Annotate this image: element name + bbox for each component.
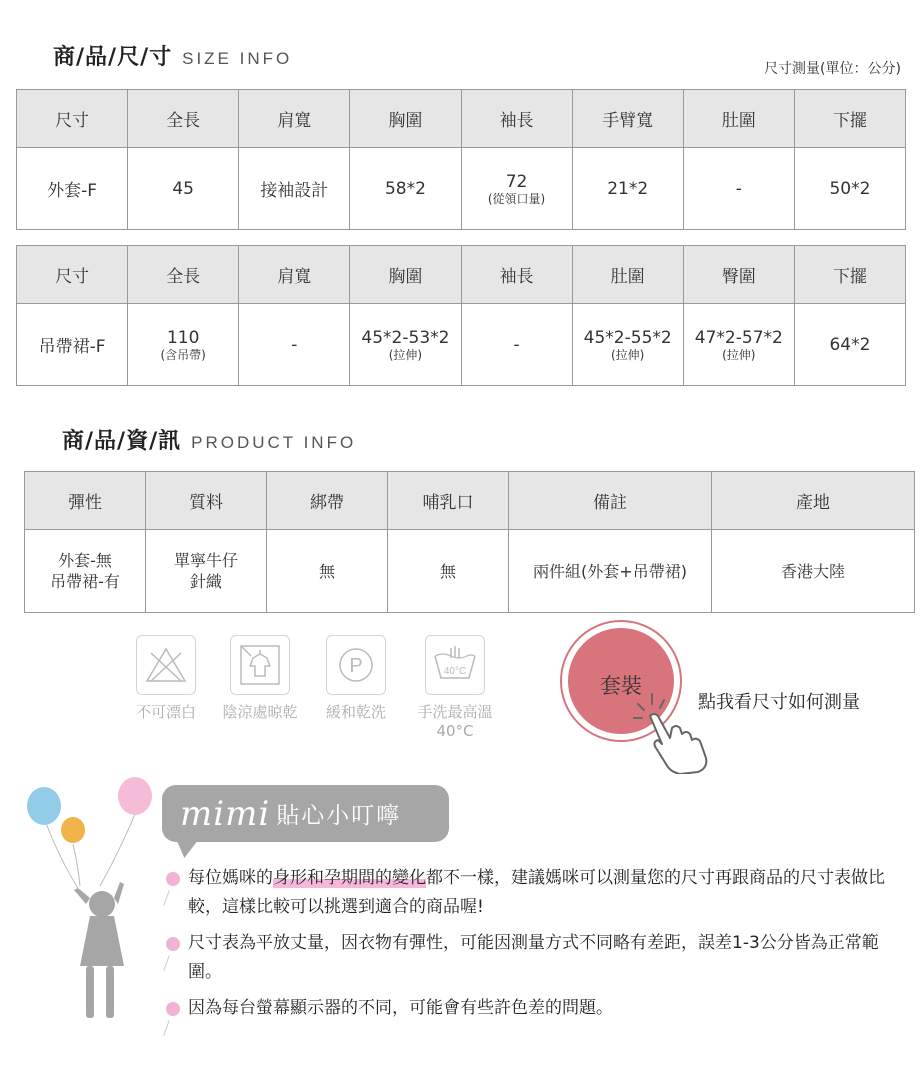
table-row [25,530,915,613]
header-cell: 手臂寬 [572,90,683,148]
header-cell: 肩寬 [239,90,350,148]
tip-item [188,864,903,922]
straps-cell: 無 [267,530,388,613]
tip1-pre: 每位媽咪的 [188,868,273,888]
header-cell: 臀圍 [683,246,794,304]
stretch-note: (拉伸) [722,347,756,362]
tip1-highlight: 身形和孕期間的變化 [273,868,426,888]
no-bleach-icon [136,635,196,695]
header-cell: 袖長 [461,246,572,304]
table-header-row [25,472,915,530]
unit-note: 尺寸測量(單位：公分) [764,61,901,77]
gentle-dry-clean-icon [326,635,386,695]
care-shade-dry [215,635,305,722]
table-header-row [17,90,906,148]
header-cell: 肚圍 [683,90,794,148]
table-cell: - [461,304,572,386]
table-cell-chest [350,304,461,386]
chest-value: 45*2-53*2 [361,327,450,348]
header-cell: 胸圍 [350,90,461,148]
size-table-dress [16,245,906,386]
nursing-cell: 無 [388,530,509,613]
table-row [17,304,906,386]
table-cell: 50*2 [794,148,905,230]
stretch-note: (拉伸) [388,347,423,362]
tip-bullet-icon [166,937,180,951]
blue-balloon-icon [27,787,61,825]
care-no-bleach [128,635,204,722]
hand-wash-icon [425,635,485,695]
table-cell-sleeve [461,148,572,230]
info-title-zh: 商/品/資/訊 [62,429,182,454]
table-cell: 64*2 [794,304,905,386]
size-info-title [53,40,292,71]
material-denim: 單寧牛仔 [173,551,238,570]
header-cell: 產地 [712,472,915,530]
table-cell: 吊帶裙-F [17,304,128,386]
product-info-table [24,471,915,613]
header-cell: 袖長 [461,90,572,148]
dry-clean-letter: P [349,655,363,677]
balloon-girl-illustration [20,770,160,1050]
table-cell: 45 [128,148,239,230]
table-cell-hip [683,304,794,386]
header-cell: 尺寸 [17,246,128,304]
girl-silhouette-icon [74,882,124,1018]
material-knit: 針織 [189,572,222,591]
header-cell: 綁帶 [267,472,388,530]
hand-wash-temp: 40°C [436,722,474,740]
tips-bubble [162,785,449,842]
hand-wash-label: 手洗最高溫 [417,703,493,721]
header-cell: 胸圍 [350,246,461,304]
header-cell: 肚圍 [572,246,683,304]
table-cell: 21*2 [572,148,683,230]
table-header-row [17,246,906,304]
elasticity-jacket: 外套-無 [58,551,112,570]
header-cell: 全長 [128,90,239,148]
header-cell: 哺乳口 [388,472,509,530]
table-row [17,148,906,230]
tip2-text: 尺寸表為平放丈量，因衣物有彈性，可能因測量方式不同略有差距，誤差1-3公分皆為正常範圍。 [188,933,879,982]
info-title-en: PRODUCT INFO [191,433,357,452]
table-cell-length [128,304,239,386]
no-bleach-label: 不可漂白 [135,703,196,721]
length-value: 110 [166,327,200,348]
header-cell: 下擺 [794,90,905,148]
measure-guide-link[interactable]: 點我看尺寸如何測量 [698,692,860,713]
tip1-post: 都不一樣，建議媽咪可以測量您的尺寸再跟商品的尺寸表做比較，這樣比較可以挑選到適合的商品喔! [188,868,885,917]
elasticity-dress: 吊帶裙-有 [50,572,120,591]
length-note: (含吊帶) [160,347,206,362]
table-cell: 58*2 [350,148,461,230]
yellow-balloon-icon [61,817,85,843]
size-table-jacket [16,89,906,230]
waist-value: 45*2-55*2 [583,327,672,348]
product-info-title [62,424,356,455]
table-cell-waist [572,304,683,386]
set-button-label: 套裝 [600,674,642,698]
material-cell [146,530,267,613]
header-cell: 全長 [128,246,239,304]
sleeve-value: 72 [505,171,528,192]
shade-dry-icon [230,635,290,695]
table-cell: 接袖設計 [239,148,350,230]
shade-dry-label: 陰涼處晾乾 [222,703,298,721]
hand-wash-icon-temp: 40°C [443,666,467,677]
tip-item [188,994,903,1023]
header-cell: 質料 [146,472,267,530]
pink-balloon-icon [118,777,152,815]
tip-bullet-icon [166,1002,180,1016]
bubble-brand: mimi [180,793,271,834]
tip-bullet-icon [166,872,180,886]
bubble-title: 貼心小叮嚀 [276,803,402,829]
tip-stem [163,955,169,970]
sleeve-note: (從領口量) [487,191,546,206]
elasticity-cell [25,530,146,613]
header-cell: 備註 [509,472,712,530]
header-cell: 尺寸 [17,90,128,148]
table-cell: 外套-F [17,148,128,230]
header-cell: 下擺 [794,246,905,304]
tip-stem [163,890,169,905]
size-title-en: SIZE INFO [182,49,293,68]
header-cell: 肩寬 [239,246,350,304]
stretch-note: (拉伸) [611,347,645,362]
tip3-text: 因為每台螢幕顯示器的不同，可能會有些許色差的問題。 [188,998,613,1018]
hip-value: 47*2-57*2 [694,327,783,348]
size-title-zh: 商/品/尺/寸 [53,45,173,70]
table-cell: - [239,304,350,386]
table-cell: - [683,148,794,230]
care-gentle-dry [318,635,394,722]
remarks-cell: 兩件組(外套+吊帶裙) [509,530,712,613]
tip-stem [163,1020,169,1035]
header-cell: 彈性 [25,472,146,530]
gentle-dry-label: 緩和乾洗 [325,703,386,721]
tip-item [188,929,903,987]
care-hand-wash [410,635,500,741]
origin-cell: 香港大陸 [712,530,915,613]
